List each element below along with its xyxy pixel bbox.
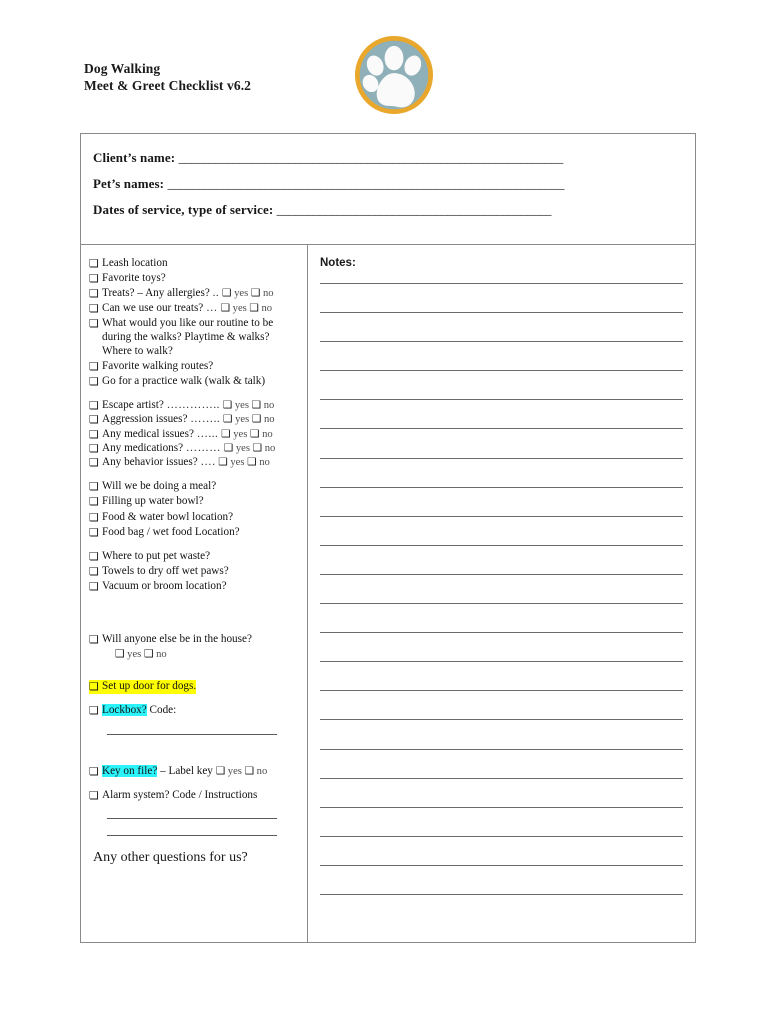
dot-leader: ….	[200, 455, 216, 468]
checklist-item-label: Favorite walking routes?	[102, 359, 214, 372]
yes-label: yes	[235, 414, 250, 426]
alarm-write-line-1[interactable]	[107, 818, 277, 819]
checklist-item[interactable]	[89, 360, 301, 374]
no-checkbox-icon[interactable]: ❑	[143, 648, 154, 661]
no-label: no	[263, 400, 275, 412]
checklist-item[interactable]	[89, 257, 301, 271]
checklist-item-label	[102, 442, 301, 456]
yes-checkbox-icon[interactable]: ❑	[222, 287, 232, 300]
note-line[interactable]	[320, 836, 683, 837]
lockbox-code-write-line[interactable]	[107, 734, 277, 735]
checkbox-icon[interactable]: ❏	[89, 302, 99, 316]
checkbox-icon[interactable]: ❏	[89, 413, 99, 427]
page-title	[84, 60, 251, 94]
client-name-label: Client’s name:	[93, 150, 176, 165]
no-checkbox-icon[interactable]: ❑	[251, 399, 262, 412]
no-checkbox-icon[interactable]: ❑	[244, 764, 254, 777]
note-line[interactable]	[320, 690, 683, 691]
checkbox-icon[interactable]: ❏	[89, 480, 99, 494]
checklist-item[interactable]	[89, 550, 301, 564]
checkbox-icon[interactable]: ❏	[89, 317, 99, 331]
checklist-item-set-up-door[interactable]	[89, 680, 301, 694]
checklist-item[interactable]	[89, 302, 301, 316]
spacer	[89, 695, 301, 704]
checkbox-icon[interactable]: ❏	[89, 359, 99, 373]
top-fields-block	[81, 134, 695, 245]
checklist-item[interactable]	[89, 428, 301, 442]
checklist-item-label: Will we be doing a meal?	[102, 480, 217, 493]
checkbox-icon[interactable]: ❏	[89, 680, 102, 694]
yes-checkbox-icon[interactable]: ❑	[221, 427, 231, 440]
checklist-group-walk-routine	[89, 257, 301, 388]
yes-checkbox-icon[interactable]: ❑	[223, 413, 233, 426]
checkbox-icon[interactable]: ❏	[89, 510, 99, 524]
notes-lines-container	[316, 283, 685, 895]
note-line[interactable]	[320, 458, 683, 459]
checklist-item-label: Go for a practice walk (walk & talk)	[102, 374, 266, 387]
no-checkbox-icon[interactable]: ❑	[249, 302, 259, 315]
checklist-item-label	[102, 287, 301, 301]
note-line[interactable]	[320, 894, 683, 895]
yes-label: yes	[233, 428, 248, 440]
note-line[interactable]	[320, 283, 683, 284]
checklist-column	[81, 245, 308, 943]
checkbox-icon[interactable]: ❏	[89, 632, 99, 646]
checklist-item-label: Set up door for dogs.	[102, 680, 197, 693]
item-text: Aggression issues?	[102, 413, 188, 426]
checklist-item-label: Leash location	[102, 257, 168, 269]
no-checkbox-icon[interactable]: ❑	[250, 427, 260, 440]
note-line[interactable]	[320, 778, 683, 779]
checkbox-icon[interactable]: ❏	[89, 287, 99, 301]
yes-checkbox-icon[interactable]: ❑	[222, 399, 233, 412]
checkbox-icon[interactable]: ❏	[89, 764, 99, 778]
yes-label: yes	[235, 442, 250, 454]
no-label: no	[156, 649, 167, 661]
checklist-item[interactable]	[89, 511, 301, 525]
spacer	[89, 671, 301, 680]
note-line[interactable]	[320, 399, 683, 400]
checkbox-icon[interactable]: ❏	[89, 257, 99, 270]
checklist-item[interactable]	[89, 580, 301, 594]
no-checkbox-icon[interactable]: ❑	[250, 287, 261, 300]
lockbox-highlight-text: Lockbox?	[102, 704, 147, 717]
form-frame	[80, 133, 696, 943]
yes-checkbox-icon[interactable]: ❑	[223, 441, 234, 454]
checklist-item-label: Filling up water bowl?	[102, 495, 204, 508]
lockbox-rest-text: Code:	[149, 704, 177, 717]
notes-label: Notes:	[320, 257, 356, 269]
dot-leader: …	[206, 302, 218, 315]
spacer	[89, 605, 301, 633]
pet-names-input[interactable]: _________________________________________________________________	[167, 176, 564, 191]
dot-leader: ..	[212, 287, 220, 300]
item-text: Treats? – Any allergies?	[102, 287, 210, 300]
yes-label: yes	[234, 288, 249, 300]
item-text: Can we use our treats?	[102, 302, 204, 315]
pet-names-label: Pet’s names:	[93, 176, 165, 191]
paw-print-badge-logo	[347, 28, 441, 122]
checkbox-icon[interactable]: ❏	[89, 495, 99, 509]
yes-no-group[interactable]	[218, 457, 270, 468]
key-on-file-highlight-text: Key on file?	[102, 764, 158, 777]
checklist-item-label: Food bag / wet food Location?	[102, 525, 240, 538]
checklist-item-people-in-house[interactable]	[89, 633, 301, 647]
no-label: no	[262, 288, 274, 300]
checklist-item[interactable]	[89, 480, 301, 494]
yes-no-group[interactable]	[224, 443, 276, 454]
two-column-body	[81, 245, 695, 943]
dates-of-service-input[interactable]: _____________________________________________	[276, 202, 552, 217]
checklist-group-feeding	[89, 480, 301, 539]
note-line[interactable]	[320, 661, 683, 662]
checklist-item[interactable]	[89, 526, 301, 540]
checklist-item-label: What would you like our routine to be during the walks? Playtime & walks? Where to walk?	[102, 317, 274, 357]
checklist-item[interactable]	[89, 456, 301, 470]
no-checkbox-icon[interactable]: ❑	[247, 455, 257, 468]
checklist-item-key-on-file[interactable]	[89, 765, 301, 779]
checklist-item-label	[102, 413, 301, 427]
client-name-row	[93, 150, 681, 166]
title-line-1: Dog Walking	[84, 61, 161, 76]
note-line[interactable]	[320, 545, 683, 546]
yes-no-group[interactable]	[222, 288, 274, 299]
checkbox-icon[interactable]: ❏	[89, 399, 99, 413]
note-line[interactable]	[320, 632, 683, 633]
checklist-item[interactable]	[89, 272, 301, 286]
checklist-item-label	[102, 765, 301, 779]
checkbox-icon[interactable]: ❏	[89, 788, 99, 802]
note-line[interactable]	[320, 719, 683, 720]
dates-of-service-row	[93, 202, 681, 218]
yes-checkbox-icon[interactable]: ❑	[220, 302, 230, 315]
checklist-item-label: Will anyone else be in the house?	[102, 632, 252, 645]
pet-names-row	[93, 176, 681, 192]
checkbox-icon[interactable]: ❏	[89, 580, 99, 594]
checkbox-icon[interactable]: ❏	[89, 525, 99, 539]
no-label: no	[262, 428, 273, 440]
note-line[interactable]	[320, 428, 683, 429]
item-text: Any behavior issues?	[102, 455, 198, 468]
checklist-item[interactable]	[89, 413, 301, 427]
checkbox-icon[interactable]: ❏	[89, 441, 99, 455]
dot-leader: ………	[185, 441, 221, 454]
no-checkbox-icon[interactable]: ❑	[251, 413, 262, 426]
checkbox-icon[interactable]: ❏	[89, 427, 99, 441]
no-label: no	[263, 414, 275, 426]
yes-label: yes	[234, 400, 249, 412]
notes-column	[308, 245, 695, 943]
household-group	[89, 633, 301, 660]
yes-label: yes	[230, 456, 245, 468]
item-text: Any medical issues?	[102, 427, 194, 440]
yes-label: yes	[227, 765, 242, 777]
closing-question: Any other questions for us?	[93, 850, 248, 866]
checkbox-icon[interactable]: ❏	[89, 272, 99, 286]
checklist-item-alarm-system[interactable]	[89, 789, 301, 803]
checklist-item[interactable]	[89, 287, 301, 301]
no-label: no	[256, 765, 268, 777]
checklist-item-label	[102, 704, 301, 718]
item-text: Any medications?	[102, 441, 184, 454]
client-name-input[interactable]: _______________________________________________________________	[178, 150, 563, 165]
checklist-item-label	[102, 302, 301, 316]
checklist-item[interactable]	[89, 399, 301, 413]
note-line[interactable]	[320, 865, 683, 866]
note-line[interactable]	[320, 749, 683, 750]
dates-of-service-label: Dates of service, type of service:	[93, 202, 274, 217]
people-yes-no-group[interactable]	[115, 648, 301, 660]
checklist-group-behavior-health	[89, 399, 301, 469]
note-line[interactable]	[320, 370, 683, 371]
dot-leader: …...	[196, 427, 219, 440]
yes-checkbox-icon[interactable]: ❑	[215, 764, 226, 777]
yes-label: yes	[127, 649, 142, 661]
spacer	[89, 780, 301, 789]
checklist-item-label: Where to put pet waste?	[102, 550, 211, 563]
checklist-item-lockbox[interactable]	[89, 704, 301, 718]
checklist-item[interactable]	[89, 375, 301, 389]
dot-leader: …………..	[166, 399, 220, 412]
note-line[interactable]	[320, 574, 683, 575]
no-label: no	[261, 303, 273, 315]
yes-no-group[interactable]	[223, 400, 275, 411]
note-line[interactable]	[320, 807, 683, 808]
note-line[interactable]	[320, 341, 683, 342]
no-label: no	[259, 456, 270, 468]
checklist-item[interactable]	[89, 317, 301, 358]
checklist-item-label	[102, 399, 301, 413]
checklist-item-label: Towels to dry off wet paws?	[102, 565, 229, 578]
spacer	[89, 749, 301, 765]
yes-checkbox-icon[interactable]: ❑	[218, 455, 228, 468]
key-label-rest-text: – Label key	[160, 764, 213, 777]
checkbox-icon[interactable]: ❏	[89, 550, 99, 564]
note-line[interactable]	[320, 603, 683, 604]
title-line-2: Meet & Greet Checklist v6.2	[84, 78, 252, 93]
checklist-item-label: Vacuum or broom location?	[102, 580, 227, 593]
checklist-item-label	[102, 456, 301, 470]
note-line[interactable]	[320, 516, 683, 517]
yes-checkbox-icon[interactable]: ❑	[115, 648, 125, 661]
checkbox-icon[interactable]: ❏	[89, 704, 99, 718]
page-header	[84, 55, 704, 135]
yes-label: yes	[232, 303, 247, 315]
yes-no-group[interactable]	[216, 766, 268, 777]
item-text: Escape artist?	[102, 399, 164, 412]
checklist-item-label: Favorite toys?	[102, 272, 166, 285]
note-line[interactable]	[320, 487, 683, 488]
checklist-item[interactable]	[89, 442, 301, 456]
no-checkbox-icon[interactable]: ❑	[252, 441, 263, 454]
checklist-group-cleanup	[89, 550, 301, 594]
checklist-item-label: Alarm system? Code / Instructions	[102, 788, 258, 801]
checkbox-icon[interactable]: ❏	[89, 565, 99, 579]
note-line[interactable]	[320, 312, 683, 313]
alarm-write-line-2[interactable]	[107, 835, 277, 836]
yes-no-group[interactable]	[221, 303, 273, 314]
checklist-item[interactable]	[89, 495, 301, 509]
dot-leader: ……..	[190, 413, 221, 426]
yes-no-group[interactable]	[223, 414, 275, 425]
checklist-item-label	[102, 428, 301, 442]
yes-no-group[interactable]	[221, 429, 273, 440]
checklist-item[interactable]	[89, 565, 301, 579]
checkbox-icon[interactable]: ❏	[89, 455, 99, 469]
no-label: no	[264, 442, 276, 454]
checklist-item-label: Food & water bowl location?	[102, 510, 234, 523]
checkbox-icon[interactable]: ❏	[89, 374, 99, 388]
